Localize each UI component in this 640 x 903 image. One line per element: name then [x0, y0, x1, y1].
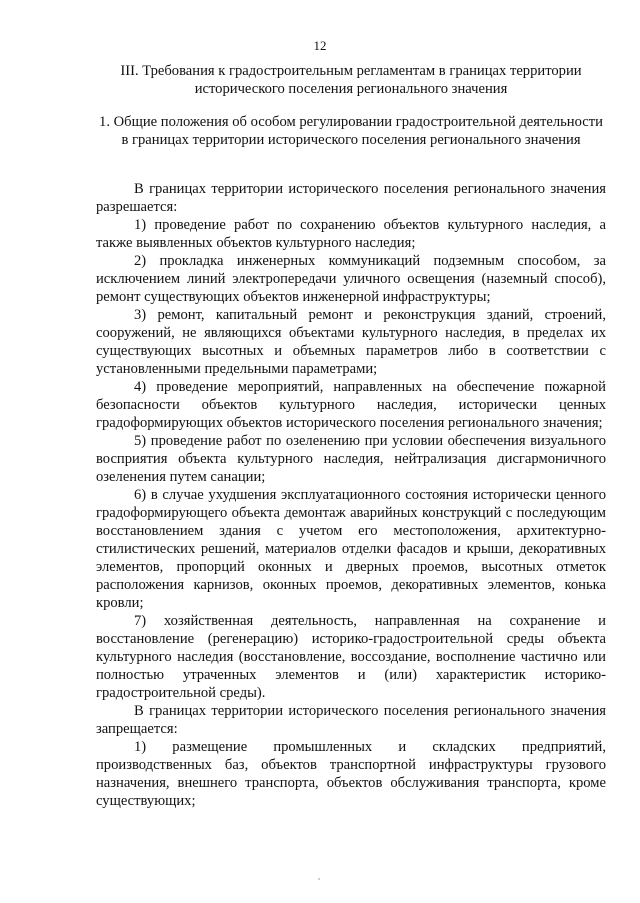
- subsection-title: 1. Общие положения об особом регулировании градостроительной деятельности в границах территории исторического поселения регионального значения: [99, 114, 603, 148]
- list-item: 3) ремонт, капитальный ремонт и реконструкция зданий, строений, сооружений, не являющихся объектами культурного наследия, в пределах их существующих высотных и объемных параметров либо в соответствии с установленными предельными параметрами;: [96, 307, 606, 377]
- section-title: III. Требования к градостроительным регламентам в границах территории исторического поселения регионального значения: [120, 63, 582, 97]
- paragraph-intro-prohibited: В границах территории исторического поселения регионального значения запрещается:: [96, 703, 606, 737]
- document-body: [96, 180, 606, 810]
- list-item: 1) проведение работ по сохранению объектов культурного наследия, а также выявленных объектов культурного наследия;: [96, 217, 606, 251]
- list-item: 5) проведение работ по озеленению при условии обеспечения визуального восприятия объекта культурного наследия, нейтрализация дисгармоничного озеленения путем санации;: [96, 433, 606, 485]
- list-item: 4) проведение мероприятий, направленных на обеспечение пожарной безопасности объектов культурного наследия, исторически ценных градоформирующих объектов исторического поселения регионального значения;: [96, 379, 606, 431]
- list-item: 7) хозяйственная деятельность, направленная на сохранение и восстановление (регенерацию) историко-градостроительной среды объекта культурного наследия (восстановление, воссоздание, восполнение частично или полностью утраченных элементов и (или) характеристик историко-градостроительной среды).: [96, 613, 606, 701]
- list-item: 6) в случае ухудшения эксплуатационного состояния исторически ценного градоформирующего объекта демонтаж аварийных конструкций с последующим восстановлением здания с учетом его местоположения, архитектурно-стилистических решений, материалов отделки фасадов и крыши, декоративных элементов, пропорций оконных и дверных проемов, высотных отметок расположения карнизов, оконных проемов, декоративных элементов, конька кровли;: [96, 487, 606, 611]
- page-number: 12: [313, 38, 327, 53]
- list-item: 2) прокладка инженерных коммуникаций подземным способом, за исключением линий электропередачи уличного освещения (наземный способ), ремонт существующих объектов инженерной инфраструктуры;: [96, 253, 606, 305]
- scan-speck: [318, 878, 320, 880]
- paragraph-intro-permitted: В границах территории исторического поселения регионального значения разрешается:: [96, 181, 606, 215]
- list-item: 1) размещение промышленных и складских предприятий, производственных баз, объектов транспортной инфраструктуры грузового назначения, внешнего транспорта, объектов обслуживания транспорта, кроме существующих;: [96, 739, 606, 809]
